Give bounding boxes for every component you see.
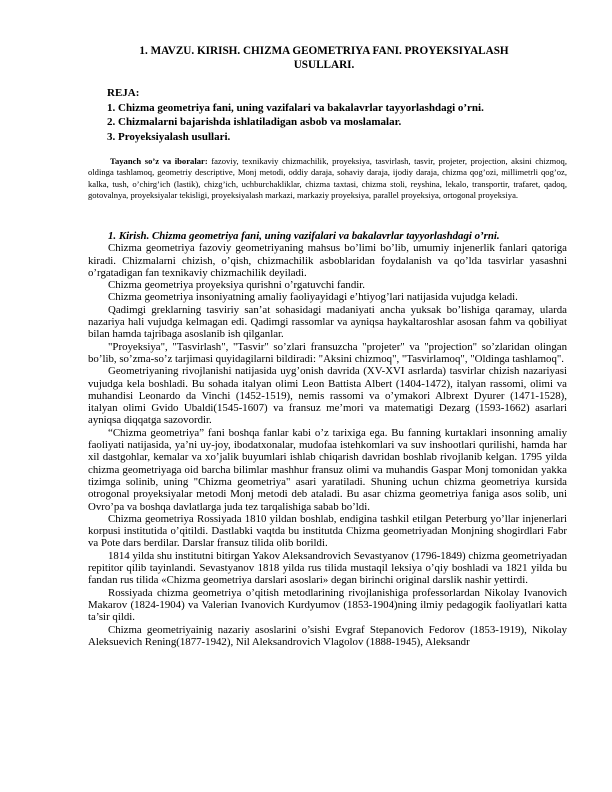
paragraph-5: "Proyeksiya", "Tasvirlash", "Tasvir" so’zlari fransuzcha "projeter" va "projection" so’zlaridan olingan bo’lib, so’zma-so’z tarjimasi quyidagilarni bildiradi: "Aksini chizmoq", "Tasvirlamoq", "Oldinga tashlamoq". <box>88 340 567 365</box>
paragraph-10: Rossiyada chizma geometriya o’qitish metodlarining rivojlanishiga professorlardan Nikolay Ivanovich Makarov (1824-1904) va Valerian Ivanovich Kurdyumov (1853-1904)ning ilmiy pedagogik faoliyatlari katta ta’sir qildi. <box>88 586 567 624</box>
paragraph-8: Chizma geometriya Rossiyada 1810 yildan boshlab, endigina tashkil etilgan Peterburg yo’llar injenerlari korpusi institutida o’qitildi. Dastlabki vaqtda bu institutda Chizma geometriyadan Monjning shogirdlari Fabr va Pote dars berdilar. Darslar fransuz tilida olib borildi. <box>88 512 567 550</box>
plan-item-2: 2. Chizmalarni bajarishda ishlatiladigan asbob va moslamalar. <box>107 116 402 128</box>
page-title <box>96 44 552 72</box>
keywords-paragraph <box>88 156 567 202</box>
paragraph-1: Chizma geometriya fazoviy geometriyaning mahsus bo’limi bo’lib, umumiy injenerlik fanlari qatoriga kiradi. Chizmalarni chizish, o’qish, chizmachilik asboblaridan foydalanish va qo’lda tasvirlar yasashni o’rgatadigan fan texnikaviy chizmachilik deyiladi. <box>88 242 567 279</box>
keywords-text: fazoviy, texnikaviy chizmachilik, proyeksiya, tasvirlash, tasvir, projeter, projection, aksini chizmoq, oldinga tashlamoq, geometriy descriptive, Monj metodi, oddiy daraja, sohaviy daraja, ijodiy daraja, chizma qog’ozi, millimetrli qog’oz, kalka, tush, o’chirg’ich (lastik), chizg’ich, uchburchakliklar, chizma taxtasi, chizma stoli, reyshina, lekalo, transportir, trafaret, qadoq, gotovalnya, proyeksiyalar tekisligi, proyeksiyalash markazi, markaziy proyeksiya, parallel proyeksiya, ortogonal proyeksiya. <box>88 156 567 201</box>
keywords-label: Tayanch so’z va iboralar: <box>110 156 208 166</box>
plan-label: REJA: <box>107 87 140 99</box>
paragraph-9: 1814 yilda shu institutni bitirgan Yakov Aleksandrovich Sevastyanov (1796-1849) chizma geometriyadan repititor qilib tayinlandi. Sevastyanov 1818 yilda rus tilida mustaqil leksiya o’qiy boshladi va 1821 yilda bu fandan rus tilida «Chizma geometriya darslari asoslari» degan birinchi original darslik nashir yettirdi. <box>88 549 567 587</box>
keywords-block <box>88 156 567 202</box>
paragraph-6: Geometriyaning rivojlanishi natijasida uyg’onish davrida (XV-XVI asrlarda) tasvirlar chizish nazariyasi vujudga kela boshladi. Bu sohada italyan olimi Leon Battista Albert (1404-1472), italyan rassomi, olimi va muhandisi Leonardo da Vinchi (1452-1519), nemis rassomi va o’ymakori Albrext Dyurer (1471-1528), italyan olimi Gvido Ubaldi(1545-1607) va fransuz me’mori va matematigi Dezarg (1593-1662) asarlari ayniqsa diqqatga sazovordir. <box>88 365 567 427</box>
paragraph-2: Chizma geometriya proyeksiya qurishni o’rgatuvchi fandir. <box>108 279 365 292</box>
paragraph-11: Chizma geometriyainig nazariy asoslarini o’sishi Evgraf Stepanovich Fedorov (1853-1919), Nikolay Aleksuevich Rening(1877-1942), Nil Aleksandrovich Vlagolov (1888-1945), Aleksandr <box>88 623 567 648</box>
plan-item-3: 3. Proyeksiyalash usullari. <box>107 130 231 143</box>
page-title-line-1: 1. MAVZU. KIRISH. CHIZMA GEOMETRIYA FANI. PROYEKSIYALASH <box>139 45 509 57</box>
paragraph-3: Chizma geometriya insoniyatning amaliy faoliyayidagi e’htiyog’lari natijasida vujudga keladi. <box>108 291 518 304</box>
plan-item-1: 1. Chizma geometriya fani, uning vazifalari va bakalavrlar tayyorlashdagi o’rni. <box>107 101 484 114</box>
section-body <box>88 230 567 648</box>
page-title-line-2: USULLARI. <box>293 59 355 71</box>
paragraph-7: “Chizma geometriya” fani boshqa fanlar kabi o’z tarixiga ega. Bu fanning kurtaklari insonning amaliy faoliyati natijasida, ya’ni uy-joy, ibodatxonalar, mudofaa istehkomlari va suv inshootlari qurilishi, hamda har xil dastgohlar, kemalar va xo’jalik buyumlari ishlab chiqarish davridan boshlab rivojlanib kelgan. 1795 yilda chizma geometriyaga oid barcha bilimlar mashhur fransuz olimi va muhandis Gaspar Monj tomonidan yakka tizimga solinib, uning "Chizma geometriya" asari yaratiladi. Shuning uchun chizma geometriya kursida otrogonal proyeksiyalar metodi Monj metodi deb ataladi. Bu asar chizma geometriya faniga asos solib, uni Ovro’pa va boshqa davlatlarga juda tez tarqalishiga sabab bo’ldi. <box>88 426 567 513</box>
paragraph-4: Qadimgi greklarning tasviriy san’at sohasidagi madaniyati ancha yuksak bo’lishiga qaramay, ularda nazariya hali vujudga kelmagan edi. Qadimgi rassomlar va ayniqsa haykaltaroshlar asosan fahm va qobiliyat bilan hamda tajribaga asoslanib ish qilganlar. <box>88 303 567 341</box>
section-heading: 1. Kirish. Chizma geometriya fani, uning vazifalari va bakalavrlar tayyorlashdagi o’rni. <box>108 230 500 242</box>
plan-list <box>107 86 567 144</box>
